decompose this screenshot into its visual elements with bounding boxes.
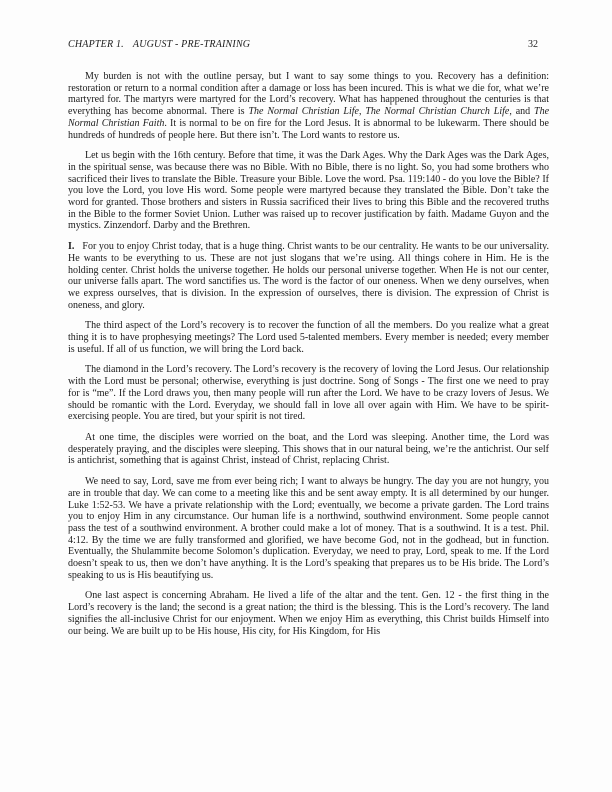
running-head-title — [68, 39, 250, 51]
text-run-normal: My burden is not with the outline persay, but I want to say some things to you. Recovery has a definition: restoration or return to a normal condition after a damage or loss has been incured. This is what we die for, what we’re martyred for. The martyrs were martyred for the Lord’s recovery. What has happened throughout the centuries is that everything has become abnormal. There is — [68, 71, 549, 118]
chapter-name: AUGUST - PRE-TRAINING — [132, 39, 251, 50]
chapter-label: CHAPTER 1. — [68, 39, 124, 50]
text-run-italic: The Normal Christian Church Life — [365, 106, 510, 118]
text-run-normal: Let us begin with the 16th century. Before that time, it was the Dark Ages. Why the Dark Ages was the Dark Ages, in the spiritual sense, was because there was no Bible. With no Bible, there is no light. So, you had some brothers who sacrificed their lives to translate the Bible. Treasure your Bible. Love the word. Psa. 119:140 - do you love the Bible? If you love the Lord, you love His word. Some people were martyred because they translated the Bible. Don’t take the word for granted. Those brothers and sisters in Russia sacrificed their lives to bring this Bible and the recovered truths in the Bible to the former Soviet Union. Luther was raised up to recover justification by faith. Madame Guyon and the mystics. Zinzendorf. Darby and the Brethren. — [68, 150, 549, 232]
text-run-italic: The Normal Christian Life — [248, 106, 359, 118]
page-header — [68, 39, 538, 51]
paragraph — [68, 241, 549, 311]
text-run-italic: The Normal Christian Faith — [68, 106, 550, 129]
page-body — [68, 71, 549, 646]
text-run-normal: The diamond in the Lord’s recovery. The Lord’s recovery is the recovery of loving the Lord Jesus. Our relationship with the Lord must be personal; otherwise, everything is just doctrine. Song of Songs - The first one we need to pray for is “me”. If the Lord draws you, then many people will run after the Lord. We have to be crazy lovers of Jesus. We should be romantic with the Lord. Everyday, we should fall in love all over again with Him. We have to be spirit-exercising people. You are tired, but your spirit is not tired. — [68, 364, 549, 423]
page-number: 32 — [528, 39, 538, 50]
paragraph — [68, 590, 549, 637]
paragraph — [68, 476, 549, 581]
paragraph — [68, 320, 549, 355]
text-run-normal: , — [358, 106, 366, 118]
text-run-normal: For you to enjoy Christ today, that is a huge thing. Christ wants to be our centrality. He wants to be our universality. He wants to be everything to us. These are not just slogans that we’re using. All things cohere in Him. He is the holding center. Christ holds the universe together. He holds our personal universe together. When He is not our center, our universe falls apart. The word sanctifies us. The word is the factor of our oneness. When we deny ourselves, when we express ourselves, that is division. In the expression of ourselves, there is division. The expression of Christ is oneness, and glory. — [68, 241, 549, 311]
text-run-normal: The third aspect of the Lord’s recovery is to recover the function of all the members. Do you realize what a great thing it is to have prophesying meetings? The Lord used 5-talented members. Every member is needed; every member is useful. If all of us function, we will bring the Lord back. — [68, 320, 549, 355]
text-run-normal: We need to say, Lord, save me from ever being rich; I want to always be hungry. The day you are not hungry, you are in trouble that day. We can come to a meeting like this and be sent away empty. It is all determined by our hunger. Luke 1:52-53. We have a private relationship with the Lord; eventually, we become a private garden. The Lord trains you to enjoy Him in any circumstance. Our human life is a northwind, southwind environment. Some people cannot pass the test of a southwind environment. A brother could make a lot of money. That is a southwind. It is a test. Phil. 4:12. By the time we are fully transformed and glorified, we have become God, not in the godhead, but in function. Eventually, the Shulammite become Solomon’s duplication. Everyday, we need to pray, Lord, speak to me. If the Lord doesn’t speak to us, then we don’t have anything. It is the Lord’s speaking that prepares us to be His bride. The Lord’s speaking to us is His beautifying us. — [68, 476, 549, 581]
text-run-normal: At one time, the disciples were worried on the boat, and the Lord was sleeping. Another time, the Lord was desperately praying, and the disciples were sleeping. This shows that in our natural being, we’re the antichrist. Our self is antichrist, something that is against Christ, instead of Christ, replacing Christ. — [68, 431, 549, 467]
text-run-normal: , and — [509, 106, 535, 118]
paragraph — [68, 432, 549, 467]
paragraph — [68, 150, 549, 232]
text-run-bold: I. — [68, 241, 75, 253]
text-run-normal: . It is normal to be on fire for the Lord Jesus. It is abnormal to be lukewarm. There should be hundreds of hundreds of people here. But there isn’t. The Lord wants to restore us. — [68, 117, 549, 141]
paragraph — [68, 71, 549, 141]
text-run-normal: One last aspect is concerning Abraham. He lived a life of the altar and the tent. Gen. 12 - the first thing in the Lord’s recovery is the land; the second is a great nation; the third is the blessing. This is the Lord’s recovery. The land signifies the all-inclusive Christ for our enjoyment. When we enjoy Him as everything, this Christ builds Himself into our being. We are built up to be His house, His city, for His Kingdom, for His — [68, 590, 549, 637]
paragraph — [68, 364, 549, 423]
